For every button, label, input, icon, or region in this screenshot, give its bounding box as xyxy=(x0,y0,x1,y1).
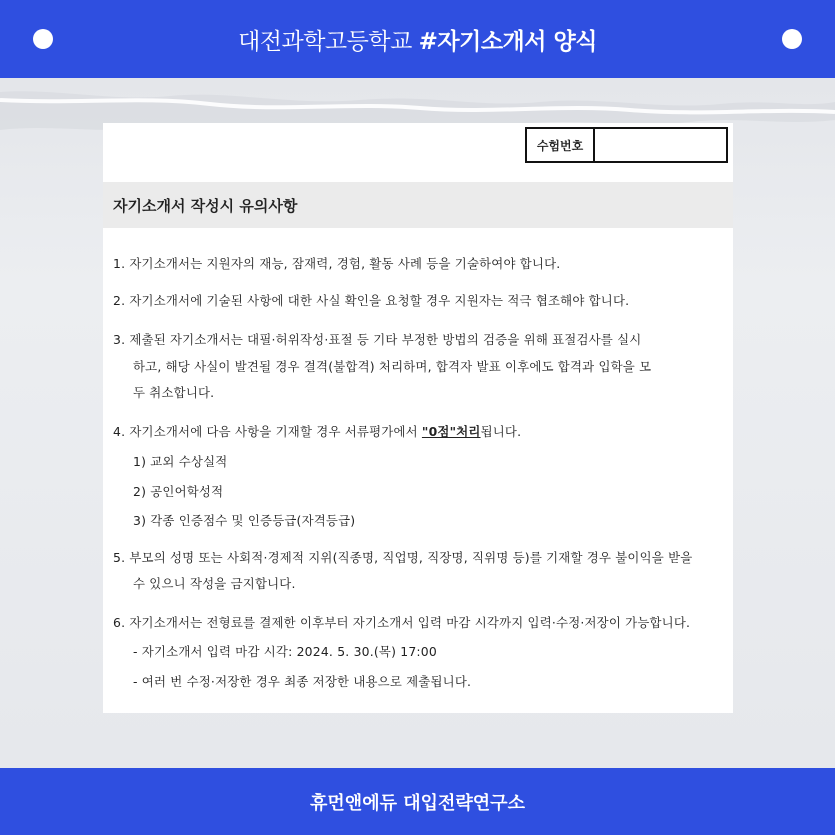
notice-item: 5. 부모의 성명 또는 사회적·경제적 지위(직종명, 직업명, 직장명, 직위명 등)를 기재할 경우 불이익을 받을 xyxy=(113,550,693,565)
notice-item xyxy=(113,422,521,440)
banner-title xyxy=(238,23,597,56)
banner-hashtag-title: #자기소개서 양식 xyxy=(418,28,597,55)
notice-item-continuation: 수 있으니 작성을 금지합니다. xyxy=(133,576,296,591)
sub-item: 2) 공인어학성적 xyxy=(133,484,224,499)
zero-point-emphasis: "0점"처리 xyxy=(421,424,481,439)
exam-number-label: 수험번호 xyxy=(527,129,595,161)
item4-text: 4. 자기소개서에 다음 사항을 기재할 경우 서류평가에서 xyxy=(113,424,422,439)
notice-item-continuation: 두 취소합니다. xyxy=(133,385,215,400)
bottom-banner xyxy=(0,768,835,835)
sub-item: 1) 교외 수상실적 xyxy=(133,454,228,469)
exam-number-field xyxy=(595,129,726,161)
sub-item: - 자기소개서 입력 마감 시각: 2024. 5. 30.(목) 17:00 xyxy=(133,644,437,659)
exam-number-box xyxy=(525,127,728,163)
circle-icon xyxy=(33,29,53,49)
notice-document xyxy=(103,123,733,713)
notice-item: 6. 자기소개서는 전형료를 결제한 이후부터 자기소개서 입력 마감 시각까지 입력·수정·저장이 가능합니다. xyxy=(113,615,691,630)
notice-item-continuation: 하고, 해당 사실이 발견될 경우 결격(불합격) 처리하며, 합격자 발표 이후에도 합격과 입학을 모 xyxy=(133,359,652,374)
section-title: 자기소개서 작성시 유의사항 xyxy=(103,182,733,228)
item4-suffix: 됩니다. xyxy=(480,424,522,439)
notice-item: 1. 자기소개서는 지원자의 재능, 잠재력, 경험, 활동 사례 등을 기술하여야 합니다. xyxy=(113,256,561,271)
sub-item: 3) 각종 인증점수 및 인증등급(자격등급) xyxy=(133,513,356,528)
sub-item: - 여러 번 수정·저장한 경우 최종 저장한 내용으로 제출됩니다. xyxy=(133,674,472,689)
circle-icon xyxy=(782,29,802,49)
top-banner xyxy=(0,0,835,78)
notice-item: 2. 자기소개서에 기술된 사항에 대한 사실 확인을 요청할 경우 지원자는 적극 협조해야 합니다. xyxy=(113,293,630,308)
school-name: 대전과학고등학교 xyxy=(238,28,412,55)
footer-text: 휴먼앤에듀 대입전략연구소 xyxy=(310,792,525,814)
notice-item: 3. 제출된 자기소개서는 대필·허위작성·표절 등 기타 부정한 방법의 검증을 위해 표절검사를 실시 xyxy=(113,332,642,347)
